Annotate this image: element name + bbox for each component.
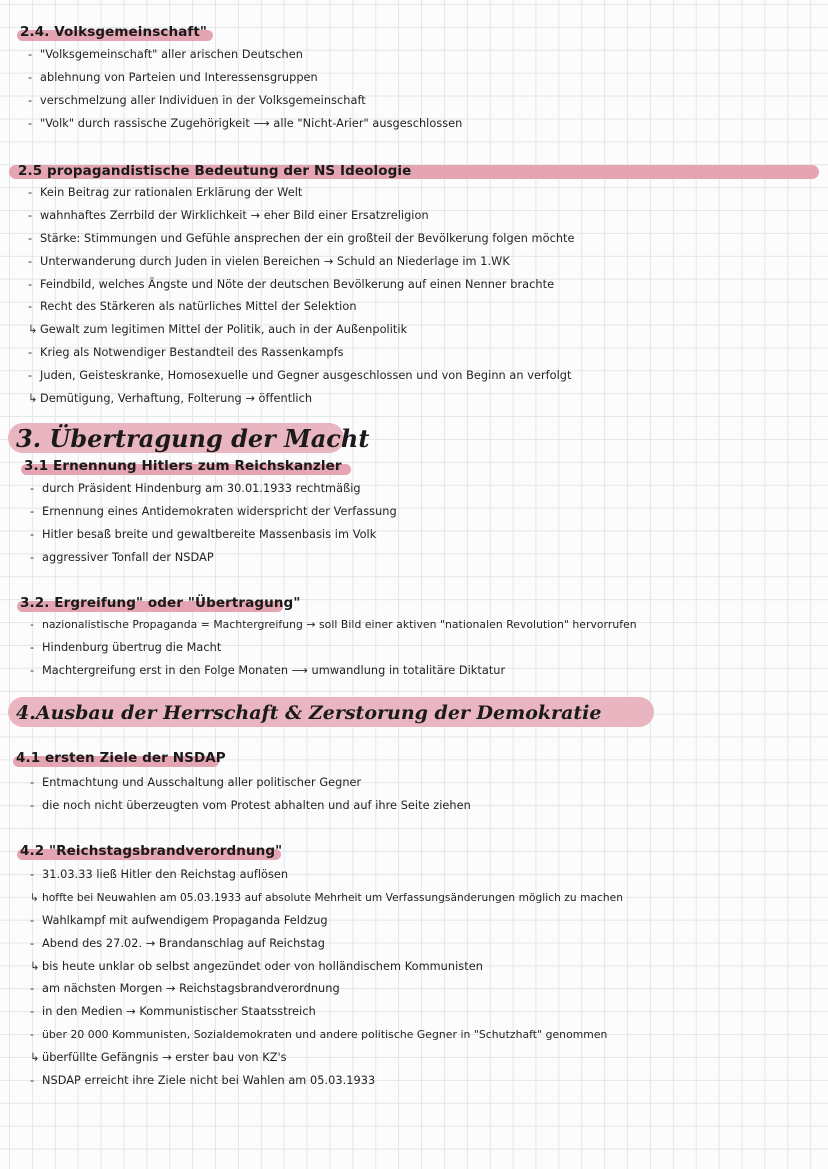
- section-4-1-list: [30, 772, 471, 818]
- list-item: ↳ überfüllte Gefängnis → erster bau von KZ's: [30, 1051, 287, 1065]
- list-item: - Wahlkampf mit aufwendigem Propaganda Feldzug: [30, 913, 328, 927]
- list-item: - Stärke: Stimmungen und Gefühle ansprechen der ein großteil der Bevölkerung folgen möchte: [28, 231, 575, 245]
- list-item: ↳ Gewalt zum legitimen Mittel der Politik, auch in der Außenpolitik: [28, 323, 408, 337]
- section-3-2-heading: 3.2. Ergreifung" oder "Übertragung": [20, 595, 300, 611]
- list-item: ↳ hoffte bei Neuwahlen am 05.03.1933 auf absolute Mehrheit um Verfassungsänderungen möglich zu machen: [30, 891, 623, 904]
- section-4-2-heading: 4.2 "Reichstagsbrandverordnung": [20, 843, 282, 859]
- section-2-5-heading: 2.5 propagandistische Bedeutung der NS Ideologie: [18, 163, 412, 179]
- list-item: - Krieg als Notwendiger Bestandteil des Rassenkampfs: [28, 346, 344, 360]
- section-3-1-heading: 3.1 Ernennung Hitlers zum Reichskanzler: [24, 458, 342, 474]
- list-item: ↳ Demütigung, Verhaftung, Folterung → öffentlich: [28, 392, 313, 406]
- list-item: - wahnhaftes Zerrbild der Wirklichkeit → eher Bild einer Ersatzreligion: [28, 208, 429, 222]
- section-2-4-heading: 2.4. Volksgemeinschaft": [20, 24, 207, 40]
- chapter-3-heading: 3. Übertragung der Macht: [16, 424, 369, 454]
- chapter-4-heading: 4.Ausbau der Herrschaft & Zerstorung der Demokratie: [16, 698, 601, 728]
- list-item: - Ernennung eines Antidemokraten widerspricht der Verfassung: [30, 504, 397, 518]
- list-item: - "Volksgemeinschaft" aller arischen Deutschen: [28, 48, 303, 61]
- list-item: - Kein Beitrag zur rationalen Erklärung der Welt: [28, 186, 303, 199]
- list-item: - ablehnung von Parteien und Interessensgruppen: [28, 70, 318, 84]
- list-item: - Machtergreifung erst in den Folge Monaten ⟶ umwandlung in totalitäre Diktatur: [30, 663, 506, 677]
- list-item: - die noch nicht überzeugten vom Protest abhalten und auf ihre Seite ziehen: [30, 798, 471, 812]
- list-item: - über 20 000 Kommunisten, Sozialdemokraten und andere politische Gegner in "Schutzhaft" genommen: [30, 1028, 608, 1042]
- list-item: - Recht des Stärkeren als natürliches Mittel der Selektion: [28, 300, 357, 314]
- list-item: - nazionalistische Propaganda = Machtergreifung → soll Bild einer aktiven "nationalen Revolution" hervorrufen: [30, 618, 637, 631]
- list-item: - Unterwanderung durch Juden in vielen Bereichen → Schuld an Niederlage im 1.WK: [28, 254, 510, 268]
- section-3-1-list: [30, 478, 397, 570]
- list-item: - Entmachtung und Ausschaltung aller politischer Gegner: [30, 776, 362, 789]
- list-item: - am nächsten Morgen → Reichstagsbrandverordnung: [30, 982, 340, 996]
- list-item: - NSDAP erreicht ihre Ziele nicht bei Wahlen am 05.03.1933: [30, 1074, 376, 1088]
- list-item: - Hindenburg übertrug die Macht: [30, 640, 222, 654]
- list-item: - durch Präsident Hindenburg am 30.01.1933 rechtmäßig: [30, 482, 361, 495]
- section-4-1-heading: 4.1 ersten Ziele der NSDAP: [16, 750, 226, 766]
- list-item: - in den Medien → Kommunistischer Staatsstreich: [30, 1005, 316, 1019]
- section-2-5-list: [28, 182, 575, 411]
- section-2-4-list: [28, 44, 462, 136]
- list-item: - Feindbild, welches Ängste und Nöte der deutschen Bevölkerung auf einen Nenner brachte: [28, 277, 555, 291]
- list-item: - aggressiver Tonfall der NSDAP: [30, 550, 214, 564]
- list-item: - Juden, Geisteskranke, Homosexuelle und Gegner ausgeschlossen und von Beginn an verfolgt: [28, 369, 572, 383]
- list-item: - 31.03.33 ließ Hitler den Reichstag auflösen: [30, 868, 289, 881]
- list-item: ↳ bis heute unklar ob selbst angezündet oder von holländischem Kommunisten: [30, 959, 483, 973]
- section-3-2-list: [30, 614, 637, 683]
- section-4-2-list: [30, 864, 623, 1093]
- list-item: - Abend des 27.02. → Brandanschlag auf Reichstag: [30, 936, 325, 950]
- list-item: - verschmelzung aller Individuen in der Volksgemeinschaft: [28, 93, 366, 107]
- list-item: - "Volk" durch rassische Zugehörigkeit ⟶ alle "Nicht-Arier" ausgeschlossen: [28, 116, 463, 130]
- list-item: - Hitler besaß breite und gewaltbereite Massenbasis im Volk: [30, 527, 377, 541]
